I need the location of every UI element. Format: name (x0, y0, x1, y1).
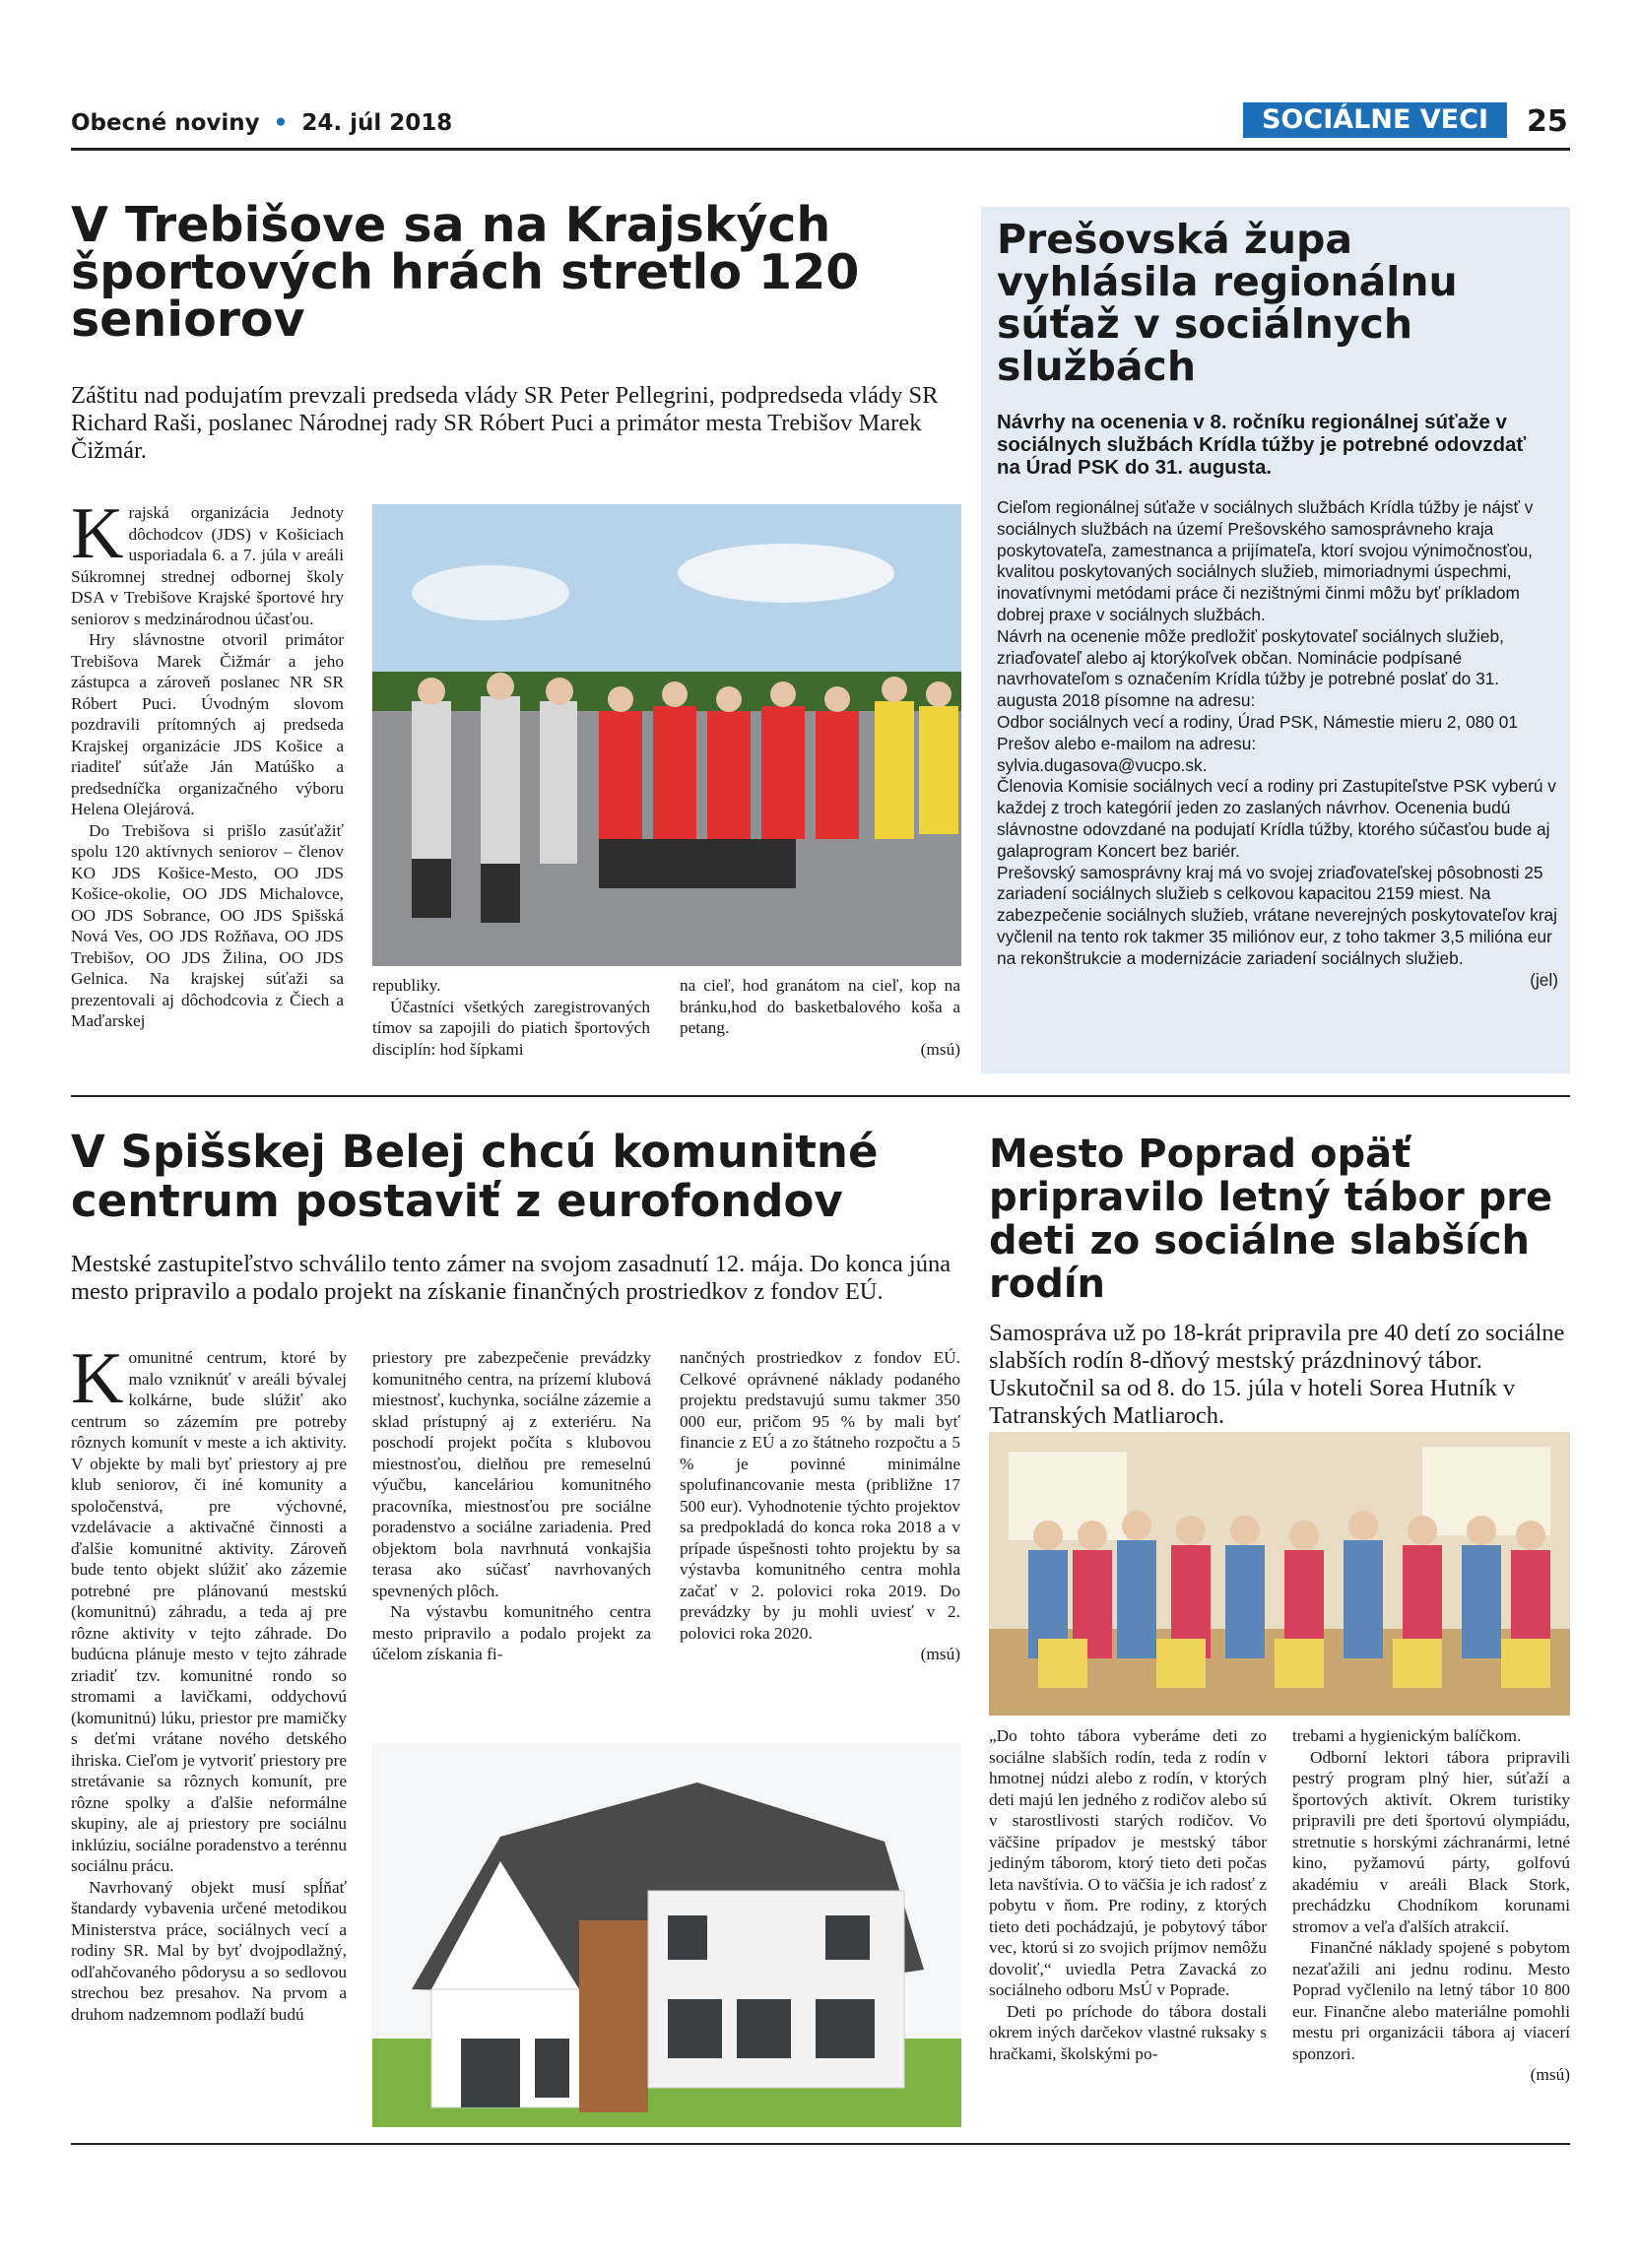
article1-col2: republiky. Účastníci všetkých zaregistrovaných tímov sa zapojili do piatich športových disciplín: hod šípkami (372, 976, 650, 1059)
article3-lead: Samospráva už po 18-krát pripravila pre 40 detí zo sociálne slabších rodín 8-dňový mestský prázdninový tábor. Uskutočnil sa od 8. do 15. júla v hoteli Sorea Hutník v Tatranských Matliaroch. (989, 1320, 1565, 1429)
article2-signature: (msú) (920, 1645, 960, 1663)
article1-col1: Krajská organizácia Jednoty dôchodcov (JDS) v Košiciach usporiadala 6. a 7. júla v areáli Súkromnej strednej odbornej školy DSA v Trebišove Krajské športové hry seniorov s medzinárodnou účasťou. Hry slávnostne otvoril primátor Trebišova Marek Čižmár a jeho zástupca a zároveň poslanec NR SR Róbert Puci. Úvodným slovom pozdravili prítomných aj predseda Krajskej organizácie JDS Košice a riaditeľ súťaže Ján Matúško a predsedníčka organizačného výboru Helena Olejárová. Do Trebišova si prišlo zasúťažiť spolu 120 aktívnych seniorov – členov KO JDS Košice-Mesto, OO JDS Košice-okolie, OO JDS Michalovce, OO JDS Sobrance, OO JDS Spišská Nová Ves, OO JDS Rožňava, OO JDS Trebišov, OO JDS Žilina, OO JDS Gelnica. Na krajskej súťaži sa prezentovali aj dôchodcovia z Čiech a Maďarskej (71, 493, 344, 1030)
article1-signature: (msú) (920, 1039, 960, 1059)
footer-rule (71, 2143, 1570, 2145)
building-illustration (372, 1743, 961, 2127)
camp-photo-illustration (989, 1432, 1570, 1716)
community-centre-render (372, 1743, 961, 2127)
seniors-photo-illustration (372, 504, 961, 966)
article1-dropcap: K (71, 493, 124, 574)
article2-col3: nančných prostriedkov z fondov EÚ. Celkové oprávnené náklady podaného projektu predstavujú sumu takmer 350 000 eur, pričom 95 % by mali byť financie z EÚ a zo štátneho rozpočtu a 5 % je povinné minimálne spolufinancovanie mesta (približne 17 500 eur). Vyhodnotenie týchto projektov sa predpokladá do konca roka 2018 a v prípade úspešnosti tohto projektu by sa výstavba komunitného centra mohla začať v 2. polovici roka 2019. Do prevádzky by ju mohli uviesť v 2. polovici roka 2020. (msú) (680, 1348, 960, 1663)
box-signature: (jel) (1530, 969, 1558, 990)
article2-title: V Spišskej Belej chcú komunitné centrum postaviť z eurofondov (71, 1126, 879, 1227)
page-number: 25 (1527, 104, 1568, 139)
header-rule (71, 148, 1570, 151)
summer-camp-photo (989, 1432, 1570, 1716)
article3-title: Mesto Poprad opäť pripravilo letný tábor pre deti zo sociálne slabších rodín (989, 1132, 1553, 1307)
seniors-games-photo (372, 504, 961, 966)
box-lead: Návrhy na ocenenia v 8. ročníku regionálnej súťaže v sociálnych službách Krídla túžby je potrebné odovzdať na Úrad PSK do 31. augusta. (997, 411, 1527, 479)
article2-lead: Mestské zastupiteľstvo schválilo tento zámer na svojom zasadnutí 12. mája. Do konca júna mesto pripravilo a podalo projekt na získanie finančných prostriedkov z fondov EÚ. (71, 1251, 951, 1305)
article2-col2: priestory pre zabezpečenie prevádzky komunitného centra, na prízemí klubová miestnosť, kuchynka, sociálne zázemie a sklad prístupný aj z exteriéru. Na poschodí projekt počíta s klubovou miestnosťou, dielňou pre remeselnú výučbu, kanceláriou komunitného pracovníka, miestnosťou pre sociálne poradenstvo a sociálne zariadenia. Pred objektom bola navrhnutá vonkajšia terasa ako súčasť navrhovaných spevnených plôch. Na výstavbu komunitného centra mesto pripravilo a podalo projekt za účelom získania fi- (372, 1348, 651, 1663)
publication-name: Obecné noviny (71, 110, 260, 136)
article1-col3: na cieľ, hod granátom na cieľ, kop na bránku,hod do basketbalového koša a petang. (msú) (680, 976, 960, 1059)
article1-title: V Trebišove sa na Krajských športových hrách stretlo 120 seniorov (71, 197, 860, 348)
article1-lead: Záštitu nad podujatím prevzali predseda vlády SR Peter Pellegrini, podpredseda vlády SR Richard Raši, poslanec Národnej rady SR Róbert Puci a primátor mesta Trebišov Marek Čižmár. (71, 382, 939, 464)
separator-dot: • (273, 110, 289, 136)
article3-col1: „Do tohto tábora vyberáme deti zo sociálne slabších rodín, teda z rodín v hmotnej núdzi alebo z rodín, v ktorých deti majú len jedného z rodičov alebo sú v starostlivosti starých rodičov. Vo väčšine prípadov je mestský tábor jediným táborom, ktorý tieto deti počas leta navštívia. O to väčšia je ich radosť z pobytu v ňom. Pre rodiny, z ktorých tieto deti pochádzajú, je pobytový tábor vec, ktorú si zo svojich príjmov nemôžu dovoliť,“ uviedla Petra Zavacká zo sociálneho odboru MsÚ v Poprade. Deti po príchode do tábora dostali okrem iných darčekov vlastné ruksaky s hračkami, školskými po- (989, 1726, 1267, 2063)
article2-col1: Komunitné centrum, ktoré by malo vzniknúť v areáli bývalej kolkárne, bude slúžiť ako centrum so zázemím pre potreby rôznych komunít v meste a ich aktivity. V objekte by mali byť priestory aj pre klub seniorov, či iné komunity a spoločenstvá, pre výchovné, vzdelávacie a aktivačné činnosti a ďalšie komunitné aktivity. Zároveň bude tento objekt slúžiť ako zázemie potrebné pre plánovanú mestskú (komunitnú) záhradu, a teda aj pre rôzne aktivity v tejto záhrade. Do budúcna plánuje mesto v tejto záhrade zriadiť tzv. komunitné rondo so stromami a lavičkami, oddychovú (komunitnú) lúku, priestor pre mamičky s deťmi vrátane nového detského ihriska. Cieľom je vytvoriť priestory pre stretávanie sa rôznych komunít, pre rôzne spolky a ďalšie neformálne skupiny, ale aj priestory pre sociálnu inklúziu, sociálne poradenstvo a terénnu sociálnu prácu. Navrhovaný objekt musí spĺňať štandardy vybavenia určené metodikou Ministerstva práce, sociálnych vecí a rodiny SR. Mal by byť dvojpodlažný, odľahčovaného pôdorysu a so sedlovou strechou bez presahov. Na prvom a druhom nadzemnom podlaží budú (71, 1338, 347, 2024)
box-body: Cieľom regionálnej súťaže v sociálnych službách Krídla túžby je nájsť v sociálnych službách na území Prešovského samosprávneho kraja poskytovateľa, zamestnanca a prijímateľa, ktorí svojou výnimočnosťou, kvalitou poskytovaných sociálnych služieb, mimoriadnymi úspechmi, inovatívnymi metódami práce či nezištnými činmi môžu byť príkladom dobrej praxe v sociálnych službách. Návrh na ocenenie môže predložiť poskytovateľ sociálnych služieb, zriaďovateľ alebo aj ktorýkoľvek občan. Nominácie podpísané navrhovateľom s označením Krídla túžby je potrebné poslať do 31. augusta 2018 písomne na adresu: Odbor sociálnych vecí a rodiny, Úrad PSK, Námestie mieru 2, 080 01 Prešov alebo e-mailom na adresu: sylvia.dugasova@vucpo.sk. Členovia Komisie sociálnych vecí a rodiny pri Zastupiteľstve PSK vyberú v každej z troch kategórií jeden zo zaslaných návrhov. Ocenenia budú slávnostne odovzdané na podujatí Krídla túžby, ktorého súčasťou bude aj galaprogram Koncert bez bariér. Prešovský samosprávny kraj má vo svojej zriaďovateľskej pôsobnosti 25 zariadení sociálnych služieb s celkovou kapacitou 2159 miest. Na zabezpečenie sociálnych služieb, vrátane neverejných poskytovateľov kraj vyčlenil na tento rok takmer 35 miliónov eur, z toho takmer 3,5 milióna eur na rekonštrukcie a modernizácie zariadení sociálnych služieb. (jel) (997, 497, 1558, 990)
article2-dropcap: K (71, 1338, 124, 1419)
mid-rule (71, 1095, 1570, 1097)
article3-col2: trebami a hygienickým balíčkom. Odborní lektori tábora pripravili pestrý program plný hier, súťaží a športových aktivít. Okrem turistiky pripravili pre deti športovú olympiádu, stretnutie s horskými záchranármi, letné kino, pyžamovú párty, golfovú akadémiu v areáli Black Stork, prechádzku Chodníkom korunami stromov a veľa ďalších atrakcií. Finančné náklady spojené s pobytom nezaťažili ani jednu rodinu. Mesto Poprad vyčlenilo na letný tábor 10 800 eur. Finančne alebo materiálne pomohli mestu pri organizácii tábora aj viacerí sponzori. (msú) (1292, 1726, 1570, 2084)
masthead (71, 110, 452, 136)
article3-signature: (msú) (1530, 2065, 1570, 2084)
section-label: SOCIÁLNE VECI (1243, 102, 1507, 138)
issue-date: 24. júl 2018 (301, 110, 453, 136)
box-title: Prešovská župa vyhlásila regionálnu súťaž v sociálnych službách (997, 216, 1458, 390)
